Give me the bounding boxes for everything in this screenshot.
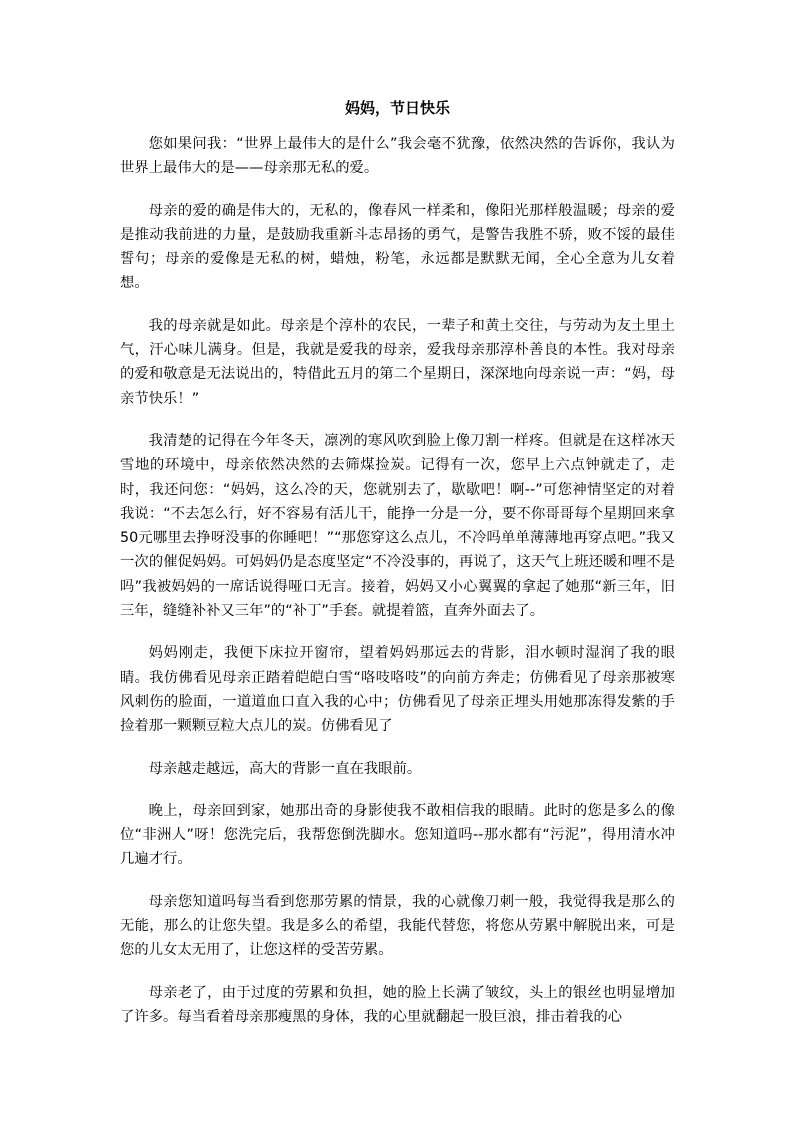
paragraph-5: 妈妈刚走，我便下床拉开窗帘，望着妈妈那远去的背影，泪水顿时湿润了我的眼睛。我仿佛看见母亲正踏着皑皑白雪“咯吱咯吱”的向前方奔走；仿佛看见了母亲那被寒风刺伤的脸面，一道道血口直入我的心中；仿佛看见了母亲正埋头用她那冻得发紫的手捡着那一颗颗豆粒大点儿的炭。仿佛看见了 bbox=[120, 645, 675, 735]
paragraph-6: 母亲越走越远，高大的背影一直在我眼前。 bbox=[148, 760, 422, 777]
paragraph-2: 母亲的爱的确是伟大的，无私的，像春风一样柔和，像阳光那样般温暖；母亲的爱是推动我前进的力量，是鼓励我重新斗志昂扬的勇气，是警告我胜不骄，败不馁的最佳誓句；母亲的爱像是无私的树，蜡烛，粉笔，永远都是默默无闻，全心全意为儿女着想。 bbox=[120, 202, 675, 292]
document-page bbox=[120, 98, 675, 1047]
paragraph-1: 您如果问我：“世界上最伟大的是什么”我会毫不犹豫，依然决然的告诉你，我认为世界上最伟大的是——母亲那无私的爱。 bbox=[120, 136, 675, 177]
paragraph-9: 母亲老了，由于过度的劳累和负担，她的脸上长满了皱纹，头上的银丝也明显增加了许多。每当看着母亲那瘦黑的身体，我的心里就翻起一股巨浪，排击着我的心 bbox=[120, 984, 675, 1025]
paragraph-7: 晚上，母亲回到家，她那出奇的身影使我不敢相信我的眼睛。此时的您是多么的像位“非洲人”呀！您洗完后，我帮您倒洗脚水。您知道吗--那水都有“污泥”，得用清水冲几遍才行。 bbox=[120, 802, 675, 868]
paragraph-8: 母亲您知道吗每当看到您那劳累的情景，我的心就像刀刺一般，我觉得我是那么的无能，那么的让您失望。我是多么的希望，我能代替您，将您从劳累中解脱出来，可是您的儿女太无用了，让您这样的受苦劳累。 bbox=[120, 893, 675, 959]
document-title: 妈妈，节日快乐 bbox=[344, 99, 450, 117]
paragraph-4: 我清楚的记得在今年冬天，凛冽的寒风吹到脸上像刀割一样疼。但就是在这样冰天雪地的环境中，母亲依然决然的去筛煤捡炭。记得有一次，您早上六点钟就走了，走时，我还问您：“妈妈，这么冷的天，您就别去了，歇歇吧！啊--”可您神情坚定的对着我说：“不去怎么行，好不容易有活儿干，能挣一分是一分，要不你哥哥每个星期回来拿50元哪里去挣呀没事的你睡吧！”“那您穿这么点儿，不冷吗单单薄薄地再穿点吧。”我又一次的催促妈妈。可妈妈仍是态度坚定“不冷没事的，再说了，这天气上班还暖和哩不是吗”我被妈妈的一席话说得哑口无言。接着，妈妈又小心翼翼的拿起了她那“新三年，旧三年，缝缝补补又三年”的“补丁”手套。就提着篮，直奔外面去了。 bbox=[120, 432, 675, 620]
paragraph-3: 我的母亲就是如此。母亲是个淳朴的农民，一辈子和黄土交往，与劳动为友土里土气，汗心味儿满身。但是，我就是爱我的母亲，爱我母亲那淳朴善良的本性。我对母亲的爱和敬意是无法说出的，特借此五月的第二个星期日，深深地向母亲说一声：“妈，母亲节快乐！” bbox=[120, 317, 675, 407]
